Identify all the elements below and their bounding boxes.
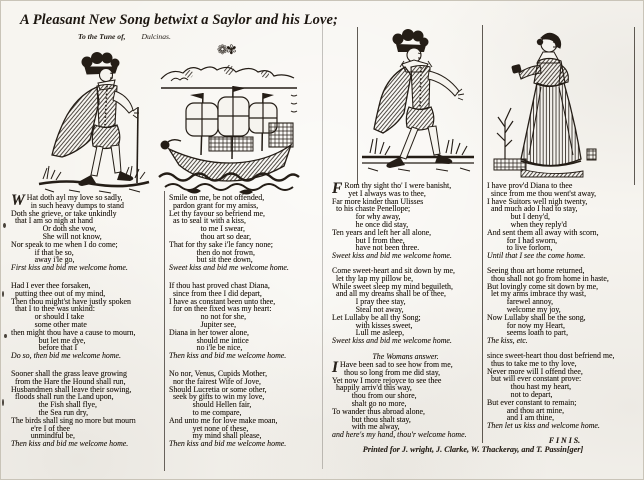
verse-line: but will ever constant prove: [487, 374, 582, 384]
verse-line: thou so long from me did stay, [340, 367, 441, 377]
column-divider [482, 25, 483, 443]
verse-line: I have as constant been unto thee, [169, 296, 276, 306]
stanza [11, 282, 163, 360]
stanza [169, 282, 319, 360]
verse-line: some other mate [11, 319, 87, 329]
verse-line: The birds shall sing no more but mourn [11, 415, 136, 425]
woodcut-woman-in-gown-icon [491, 29, 603, 185]
verse-line: I pray thee stay, [332, 297, 406, 307]
verse-line: Let Lullaby be all thy Song; [332, 312, 421, 322]
verse-line: Now Lullaby shall be the song, [487, 312, 586, 322]
verse-line: Do so, then bid me welcome home. [11, 351, 122, 361]
verse-line: to me I swear, [169, 224, 245, 234]
verse-line: Jupiter see, [169, 319, 237, 329]
verse-line: to me compare, [169, 407, 242, 417]
verse-line: should me intice [169, 335, 249, 345]
finis: F I N I S. [548, 435, 581, 445]
verse-line: but I deny'd, [487, 212, 551, 222]
verse-line: seek by gifts to win my love, [169, 392, 265, 402]
verse-line: thou hast my heart, [487, 382, 572, 392]
verse-line: putting thee out of my mind, [11, 288, 106, 298]
verse-line: and all my dreams shall be of thee, [332, 289, 446, 299]
verse-line: First kiss and bid me welcome home. [11, 263, 128, 273]
verse-line: While sweet sleep my mind beguileth, [332, 281, 453, 291]
verse-line: have not been three. [332, 243, 420, 253]
stanza-heading: The Womans answer. [372, 351, 439, 361]
verse-line: welcome my joy, [487, 304, 561, 314]
tune-line [78, 32, 171, 41]
verse-line: Then thou might'st have justly spoken [11, 296, 131, 306]
verse-line: should Hellen fair, [169, 400, 252, 410]
verse-line: before that I [11, 343, 78, 353]
verse-line: Doth she grieve, or take unkindly [11, 208, 117, 218]
verse-line: and thou art mine, [487, 405, 565, 415]
verse-line: for I had sworn, [487, 235, 558, 245]
verse-line: and I am thine, [487, 413, 555, 423]
verse-line: away i'le go, [11, 255, 75, 265]
verse-line: my mind shall please, [169, 431, 262, 441]
printer-imprint: Printed for J. wright, J. Clarke, W. Thackeray, and T. Passin[ger] [362, 445, 584, 454]
verse-line: yet none of these, [169, 423, 249, 433]
verse-line: Sweet kiss and bid me welcome home. [332, 336, 452, 346]
verse-line: That for thy sake i'le fancy none; [169, 239, 273, 249]
verse-column-4 [487, 182, 642, 445]
verse-line: happily arriv'd this way, [332, 383, 412, 393]
verse-line: And sent them all away with scorn, [487, 227, 599, 237]
stanza [169, 370, 319, 448]
verse-line: Smile on me, be not offended, [169, 193, 265, 202]
stanza [332, 352, 479, 439]
verse-line: She will not know, [11, 231, 102, 241]
verse-line: F Rom thy sight tho' I were banisht, [332, 180, 452, 197]
page-title: A Pleasant New Song betwixt a Saylor and his Love; [20, 12, 338, 28]
verse-line: but let me dye, [11, 335, 86, 345]
verse-line: Should Lucretia or some other, [169, 384, 267, 394]
printer-ornament-icon: ❁✾ [217, 42, 235, 57]
verse-line: no not for she, [169, 312, 247, 322]
verse-line: and much ado I had to stay, [487, 204, 578, 214]
verse-line: Had I ever thee forsaken, [11, 280, 91, 290]
verse-line: Then kiss and bid me welcome home. [169, 351, 287, 361]
woodcut-cavalier-gesturing-icon [358, 27, 480, 185]
verse-line: I have Suitors well nigh twenty, [487, 196, 588, 206]
verse-line: Yet now I more rejoyce to see thee [332, 375, 442, 385]
verse-line: then might thou have a cause to mourn, [11, 327, 136, 337]
verse-line: if that be so, [11, 247, 74, 257]
verse-line: as to seal it with a kiss, [169, 216, 246, 226]
verse-line: But ever constant to remain; [487, 397, 577, 407]
tune-label: To the Tune of, [78, 32, 126, 41]
verse-column-3 [332, 182, 479, 446]
stanza [332, 267, 479, 345]
verse-line: but thou shalt stay, [332, 414, 411, 424]
ink-speck [2, 399, 4, 406]
verse-line: Diana in her tower alone, [169, 327, 249, 337]
verse-line: with kisses sweet, [332, 320, 413, 330]
verse-line: Until that I see the come home. [487, 251, 586, 261]
verse-column-2 [169, 194, 319, 458]
verse-line: not to depart, [487, 389, 553, 399]
drop-cap: I [332, 358, 339, 376]
verse-line: unmindful be, [11, 431, 75, 441]
verse-line: nor the fairest Wife of Jove, [169, 376, 262, 386]
verse-line: yet I always was to thee, [344, 188, 426, 198]
verse-line: then do not frown, [169, 247, 255, 257]
verse-line: thou shall not go from home in haste, [487, 273, 609, 283]
stanza [169, 194, 319, 272]
woodcut-border-rule [634, 27, 635, 185]
drop-cap: F [332, 180, 343, 197]
verse-line: Let thy favour so befriend me, [169, 208, 265, 218]
verse-line: The kiss, etc. [487, 336, 528, 346]
verse-line: Seeing thou art home returned, [487, 265, 585, 275]
verse-line: that I to thee was unkind: [11, 304, 95, 314]
verse-line: Lull me asleep, [332, 328, 405, 338]
verse-line: Ten years and left her all alone, [332, 227, 432, 237]
verse-line: Then kiss and bid me welcome home. [169, 439, 287, 449]
sheet-fold-line [322, 19, 323, 469]
stanza [487, 182, 642, 260]
tune-name: Dulcinas. [141, 32, 171, 41]
verse-line: but I from thee, [332, 235, 405, 245]
stanza [11, 194, 163, 272]
verse-line: seems loath to part, [487, 328, 569, 338]
verse-line: for now my Heart, [487, 320, 566, 330]
verse-line: from the Hare the Hound shall run, [11, 376, 126, 386]
verse-line: To wander thus abroad alone, [332, 406, 426, 416]
verse-line: Come sweet-heart and sit down by me, [332, 265, 455, 275]
verse-line: If thou hast proved chast Diana, [169, 280, 270, 290]
verse-line: but sit thee down, [169, 255, 253, 265]
verse-line: Sweet kiss and bid me welcome home. [169, 263, 289, 273]
woodcut-cavalier-with-cane-icon [37, 51, 151, 199]
verse-line: that I am so nigh at hand [11, 216, 93, 226]
verse-line: let thy lap my pillow be, [332, 273, 414, 283]
verse-line: to live forlorn, [487, 243, 553, 253]
verse-line: W Hat doth ayl my love so sadly, [11, 192, 123, 209]
verse-line: Then let us kiss and welcome home. [487, 421, 600, 431]
verse-line: shalt go no more, [332, 398, 407, 408]
verse-line: or should I take [11, 312, 84, 322]
verse-line: No nor, Venus, Cupids Mother, [169, 368, 268, 378]
verse-line: since from thee I did depart, [169, 288, 262, 298]
stanza [487, 352, 642, 430]
verse-line: no i'le be nice, [169, 343, 243, 353]
verse-line: Then kiss and bid me welcome home. [11, 439, 129, 449]
verse-line: farewel annoy, [487, 297, 554, 307]
verse-line: Sweet kiss and bid me welcome home. [332, 251, 452, 261]
ink-speck [2, 291, 4, 297]
verse-line: with me alway, [332, 422, 400, 432]
verse-line: pardon grant for my amiss, [169, 200, 259, 210]
verse-line: for why away, [332, 212, 401, 222]
verse-line: I have prov'd Diana to thee [487, 181, 573, 190]
stanza [487, 267, 642, 345]
verse-line: and here's my hand, thou'r welcome home. [332, 430, 467, 440]
verse-line: to his chaste Penellope; [332, 204, 411, 214]
verse-line: I Have been sad to see how from me, [332, 358, 453, 376]
verse-line: thou art so dear, [169, 231, 252, 241]
verse-line: Or doth she vow, [11, 224, 97, 234]
stanza [11, 370, 163, 448]
verse-line: the Fish shall flye, [11, 400, 97, 410]
woodcut-galleon-ship-icon [157, 61, 303, 199]
drop-cap: W [11, 192, 25, 209]
stanza [332, 182, 479, 260]
verse-line: Sooner shall the grass leave growing [11, 368, 127, 378]
ink-speck [4, 334, 7, 338]
verse-line: thus to take me to thy love, [487, 358, 577, 368]
verse-line: Husbandmen shall leave their sowing, [11, 384, 132, 394]
verse-line: when they reply'd [487, 219, 567, 229]
verse-line: since sweet-heart thou dost befriend me, [487, 350, 615, 360]
ink-speck [3, 223, 6, 228]
verse-line: the Sea run dry, [11, 407, 89, 417]
verse-line: since from me thou went'st away, [487, 188, 597, 198]
verse-line: in such heavy dumps to stand [26, 200, 124, 210]
verse-line: Far more kinder than Ulisses [332, 196, 424, 206]
verse-line: And unto me for love make moan, [169, 415, 278, 425]
verse-line: let my arms imbrace thy wast, [487, 289, 587, 299]
verse-line: thou from our shore, [332, 391, 417, 401]
verse-line: he once did stay, [332, 219, 409, 229]
verse-line: e're I of thee [11, 423, 71, 433]
verse-line: But lovingly come sit down by me, [487, 281, 599, 291]
verse-column-1 [11, 194, 163, 458]
column-divider [164, 191, 165, 471]
verse-line: Steal not away, [332, 304, 404, 314]
verse-line: Never more will I offend thee, [487, 366, 583, 376]
verse-line: Nor speak to me when I do come; [11, 239, 118, 249]
verse-line: for on thee fixed was my heart: [169, 304, 272, 314]
verse-line: floods shall run the Land upon, [11, 392, 114, 402]
